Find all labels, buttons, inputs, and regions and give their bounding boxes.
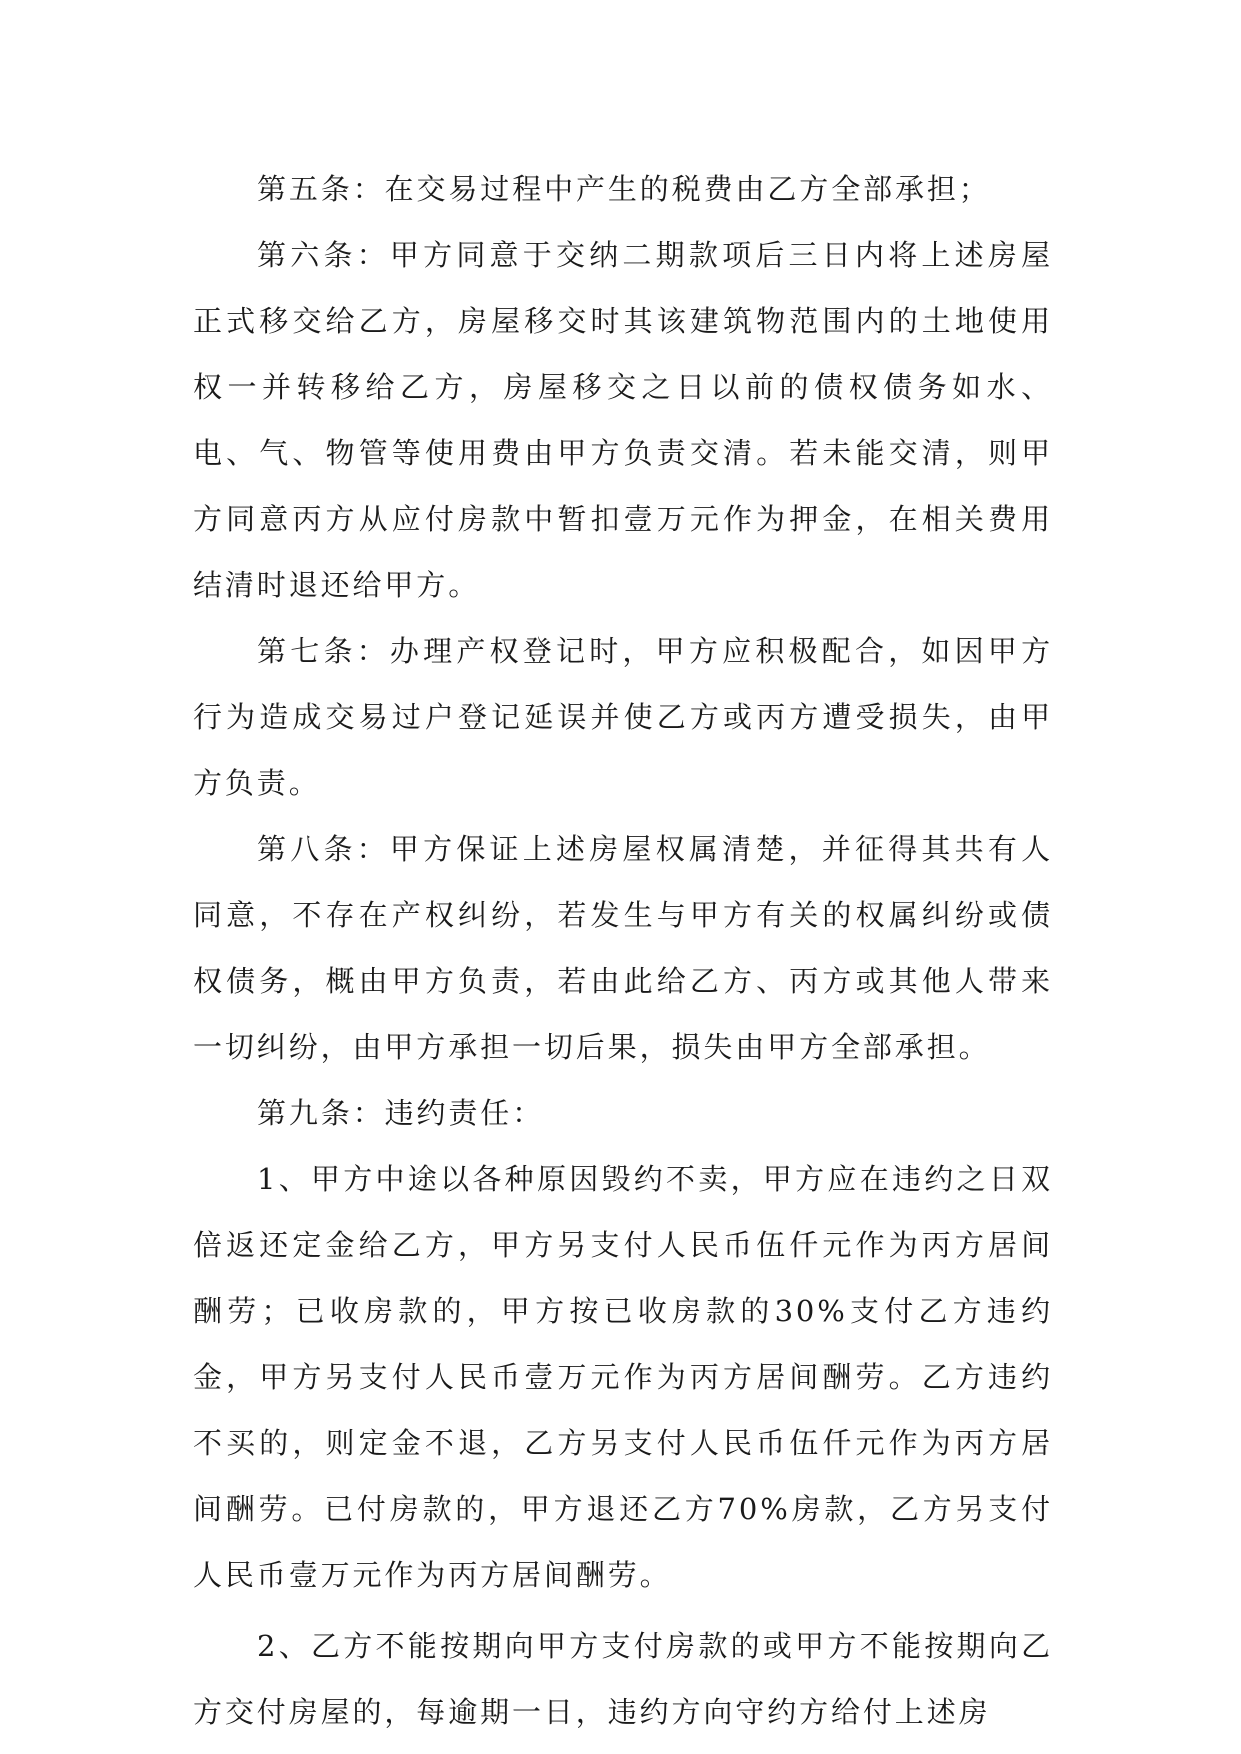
article-5-paragraph: 第五条：在交易过程中产生的税费由乙方全部承担； bbox=[257, 172, 991, 206]
article-9-heading: 第九条：违约责任： bbox=[257, 1096, 545, 1130]
article-7-paragraph: 第七条：办理产权登记时，甲方应积极配合，如因甲方行为造成交易过户登记延误并使乙方或丙方遭受损失，由甲方负责。 bbox=[193, 634, 1053, 800]
document-body bbox=[193, 156, 1053, 1745]
article-9-clause-1: 1、甲方中途以各种原因毁约不卖，甲方应在违约之日双倍返还定金给乙方，甲方另支付人民币伍仟元作为丙方居间酬劳；已收房款的，甲方按已收房款的30%支付乙方违约金，甲方另支付人民币壹万元作为丙方居间酬劳。乙方违约不买的，则定金不退，乙方另支付人民币伍仟元作为丙方居间酬劳。已付房款的，甲方退还乙方70%房款，乙方另支付人民币壹万元作为丙方居间酬劳。 bbox=[193, 1162, 1053, 1592]
article-8-paragraph: 第八条：甲方保证上述房屋权属清楚，并征得其共有人同意，不存在产权纠纷，若发生与甲方有关的权属纠纷或债权债务，概由甲方负责，若由此给乙方、丙方或其他人带来一切纠纷，由甲方承担一切后果，损失由甲方全部承担。 bbox=[193, 832, 1053, 1064]
article-6-paragraph: 第六条：甲方同意于交纳二期款项后三日内将上述房屋正式移交给乙方，房屋移交时其该建筑物范围内的土地使用权一并转移给乙方，房屋移交之日以前的债权债务如水、电、气、物管等使用费由甲方负责交清。若未能交清，则甲方同意丙方从应付房款中暂扣壹万元作为押金，在相关费用结清时退还给甲方。 bbox=[193, 238, 1053, 602]
article-9-clause-2: 2、乙方不能按期向甲方支付房款的或甲方不能按期向乙方交付房屋的，每逾期一日，违约方向守约方给付上述房 bbox=[193, 1629, 1053, 1729]
